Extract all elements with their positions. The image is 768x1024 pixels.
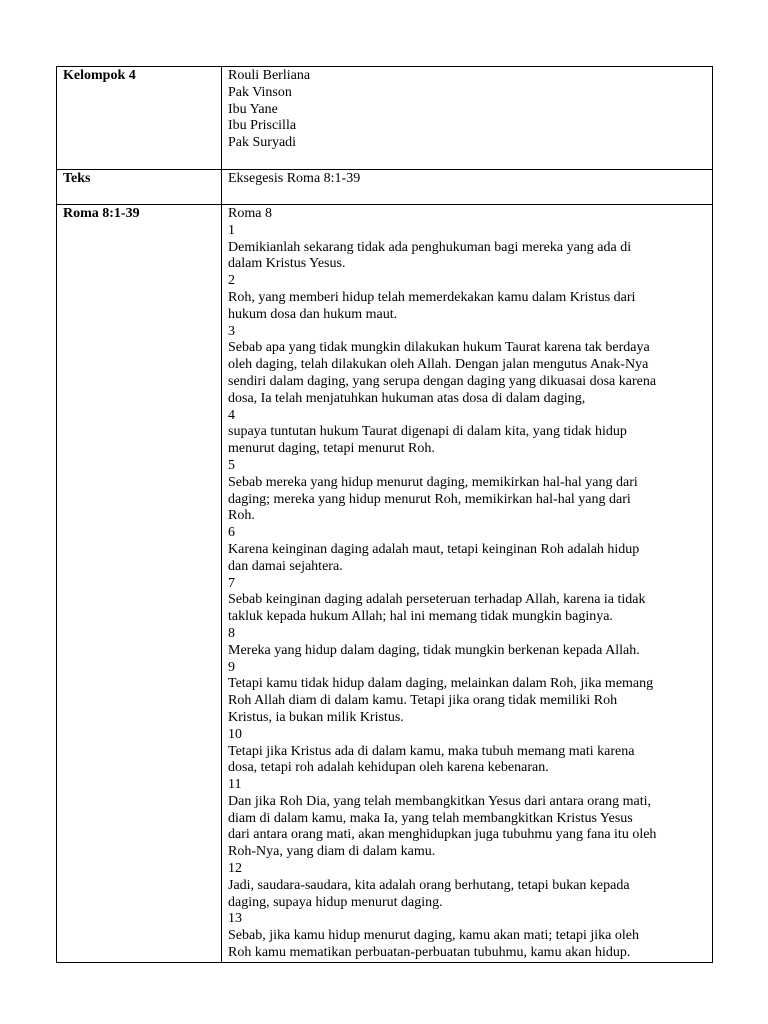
passage-line: Roh. <box>228 508 255 524</box>
passage-line: Sebab mereka yang hidup menurut daging, memikirkan hal-hal yang dari <box>228 474 638 490</box>
passage-line: sendiri dalam daging, yang serupa dengan daging yang dikuasai dosa karena <box>228 373 657 389</box>
text-row <box>57 170 713 205</box>
verse-number: 4 <box>228 407 235 423</box>
verse-number: 7 <box>228 575 235 591</box>
exegesis-table <box>56 66 713 963</box>
group-row <box>57 67 713 170</box>
passage-line: daging; mereka yang hidup menurut Roh, memikirkan hal-hal yang dari <box>228 491 631 507</box>
passage-line: Roh-Nya, yang diam di dalam kamu. <box>228 844 436 860</box>
passage-line: takluk kepada hukum Allah; hal ini memang tidak mungkin baginya. <box>228 609 613 625</box>
group-member: Pak Vinson <box>228 84 292 100</box>
group-member: Ibu Yane <box>228 101 278 117</box>
verse-number: 10 <box>228 726 242 742</box>
passage-line: Kristus, ia bukan milik Kristus. <box>228 709 404 725</box>
passage-line: Roh Allah diam di dalam kamu. Tetapi jika orang tidak memiliki Roh <box>228 693 618 709</box>
group-members-cell <box>222 67 713 170</box>
passage-line: Sebab keinginan daging adalah perseteruan terhadap Allah, karena ia tidak <box>228 592 646 608</box>
verse-number: 13 <box>228 911 242 927</box>
passage-line: dosa, Ia telah menjatuhkan hukuman atas dosa di dalam daging, <box>228 390 586 406</box>
passage-line: Roh kamu mematikan perbuatan-perbuatan tubuhmu, kamu akan hidup. <box>228 945 631 961</box>
passage-row <box>57 205 713 963</box>
passage-line: dosa, tetapi roh adalah kehidupan oleh karena kebenaran. <box>228 760 549 776</box>
passage-line: Roma 8 <box>228 206 272 221</box>
verse-number: 5 <box>228 457 235 473</box>
text-label: Teks <box>57 170 222 205</box>
passage-line: Demikianlah sekarang tidak ada penghukuman bagi mereka yang ada di <box>228 239 632 255</box>
passage-line: Tetapi kamu tidak hidup dalam daging, melainkan dalam Roh, jika memang <box>228 676 654 692</box>
passage-line: oleh daging, telah dilakukan oleh Allah. Dengan jalan mengutus Anak-Nya <box>228 357 649 373</box>
verse-number: 6 <box>228 525 235 541</box>
passage-line: Karena keinginan daging adalah maut, tetapi keinginan Roh adalah hidup <box>228 541 640 557</box>
verse-number: 12 <box>228 861 242 877</box>
passage-line: hukum dosa dan hukum maut. <box>228 306 398 322</box>
verse-number: 3 <box>228 323 235 339</box>
verse-number: 2 <box>228 273 235 289</box>
passage-line: supaya tuntutan hukum Taurat digenapi di dalam kita, yang tidak hidup <box>228 424 627 440</box>
group-member: Rouli Berliana <box>228 68 311 83</box>
passage-line: Jadi, saudara-saudara, kita adalah orang berhutang, tetapi bukan kepada <box>228 877 630 893</box>
group-label: Kelompok 4 <box>57 67 222 170</box>
passage-label: Roma 8:1-39 <box>57 205 222 963</box>
text-value: Eksegesis Roma 8:1-39 <box>222 170 713 205</box>
verse-number: 8 <box>228 625 235 641</box>
passage-line: dalam Kristus Yesus. <box>228 256 346 272</box>
verse-number: 11 <box>228 777 242 793</box>
passage-line: Sebab, jika kamu hidup menurut daging, kamu akan mati; tetapi jika oleh <box>228 928 639 944</box>
group-member: Ibu Priscilla <box>228 118 297 134</box>
verse-number: 1 <box>228 222 235 238</box>
passage-line: Roh, yang memberi hidup telah memerdekakan kamu dalam Kristus dari <box>228 289 636 305</box>
passage-line: Tetapi jika Kristus ada di dalam kamu, maka tubuh memang mati karena <box>228 743 635 759</box>
verse-number: 9 <box>228 659 235 675</box>
passage-line: menurut daging, tetapi menurut Roh. <box>228 441 435 457</box>
passage-line: daging, supaya hidup menurut daging. <box>228 894 443 910</box>
passage-line: dan damai sejahtera. <box>228 558 343 574</box>
passage-text-cell <box>222 205 713 963</box>
passage-line: Mereka yang hidup dalam daging, tidak mungkin berkenan kepada Allah. <box>228 642 640 658</box>
passage-line: dari antara orang mati, akan menghidupkan juga tubuhmu yang fana itu oleh <box>228 827 657 843</box>
passage-line: diam di dalam kamu, maka Ia, yang telah membangkitkan Kristus Yesus <box>228 810 633 826</box>
group-member: Pak Suryadi <box>228 135 297 151</box>
passage-line: Sebab apa yang tidak mungkin dilakukan hukum Taurat karena tak berdaya <box>228 340 650 356</box>
passage-line: Dan jika Roh Dia, yang telah membangkitkan Yesus dari antara orang mati, <box>228 793 652 809</box>
